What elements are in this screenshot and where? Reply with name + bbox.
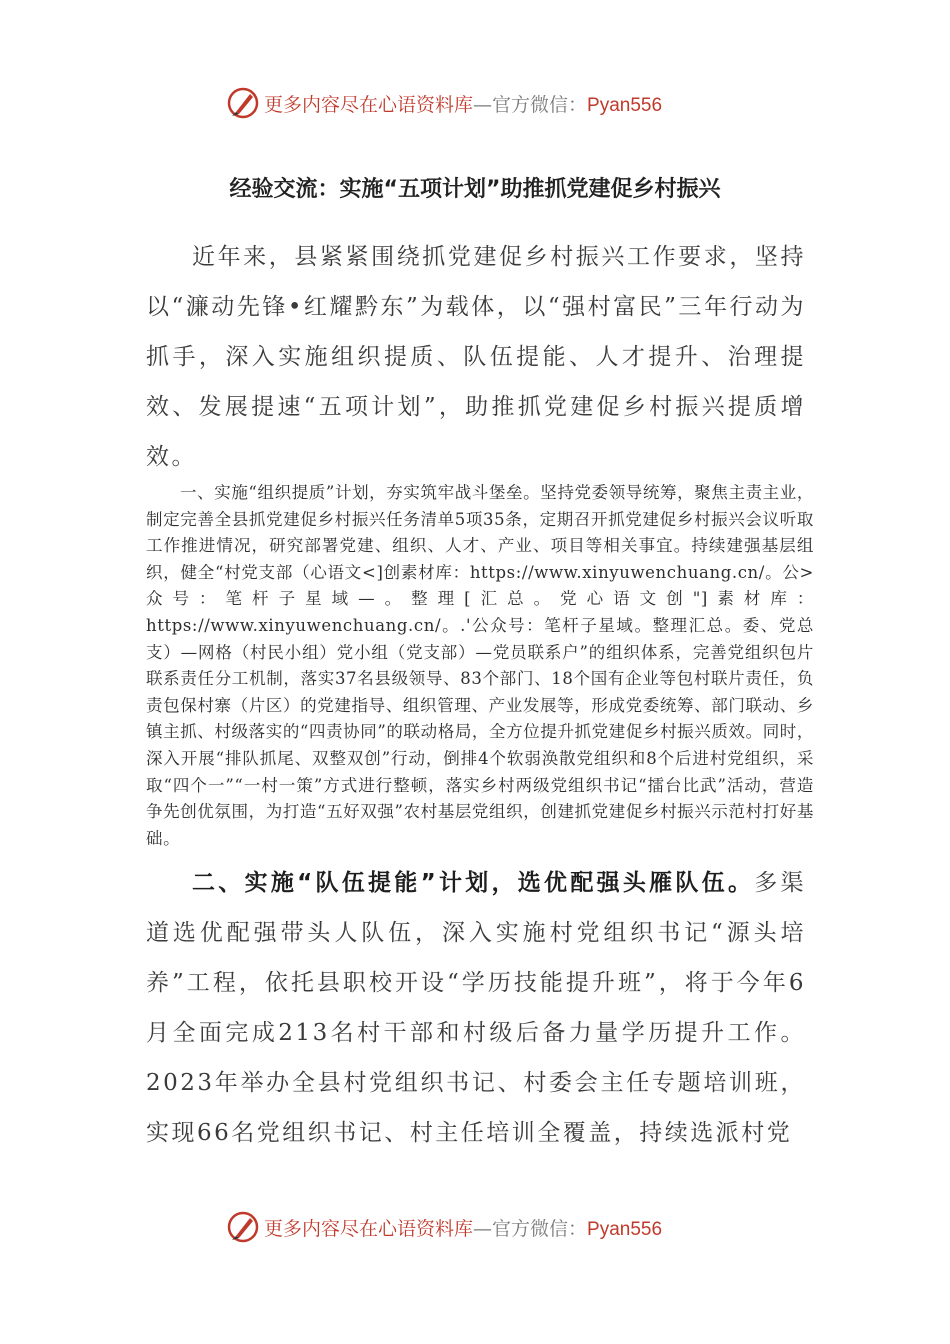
watermark-banner-top bbox=[0, 84, 950, 124]
watermark-banner-bottom bbox=[0, 1208, 950, 1248]
section-2-body: 多渠道选优配强带头人队伍，深入实施村党组织书记“源头培养”工程，依托县职校开设“学历技能提升班”，将于今年6月全面完成213名村干部和村级后备力量学历提升工作。2023年举办全县村党组织书记、村委会主任专题培训班，实现66名党组织书记、村主任培训全覆盖，持续选派村党 bbox=[146, 870, 807, 1146]
pen-logo-icon bbox=[226, 1210, 260, 1244]
section-2-paragraph bbox=[146, 858, 806, 1158]
intro-paragraph: 近年来，县紧紧围绕抓党建促乡村振兴工作要求，坚持以“濂动先锋•红耀黔东”为载体，以“强村富民”三年行动为抓手，深入实施组织提质、队伍提能、人才提升、治理提效、发展提速“五项计划”，助推抓党建促乡村振兴提质增效。 bbox=[146, 244, 806, 470]
section-2-heading: 二、实施“队伍提能”计划，选优配强头雁队伍。 bbox=[192, 870, 755, 896]
pen-logo-icon bbox=[226, 86, 260, 120]
watermark-text: 更多内容尽在心语资料库—官方微信：Pyan556 bbox=[264, 94, 663, 116]
section-1-paragraph: 一、实施“组织提质”计划，夯实筑牢战斗堡垒。坚持党委领导统筹，聚焦主责主业，制定完善全县抓党建促乡村振兴任务清单5项35条，定期召开抓党建促乡村振兴会议听取工作推进情况，研究部署党建、组织、人才、产业、项目等相关事宜。持续建强基层组织，健全“村党支部（心语文<]创素材库：https://www.xinyuwenchuang.cn/。公>众号：笔杆子星域—。整理[汇总。党心语文创"]素材库：https://www.xinyuwenchuang.cn/。.'公众号：笔杆子星域。整理汇总。委、党总支）—网格（村民小组）党小组（党支部）—党员联系户”的组织体系，完善党组织包片联系责任分工机制，落实37名县级领导、83个部门、18个国有企业等包村联片责任，负责包保村寨（片区）的党建指导、组织管理、产业发展等，形成党委统筹、部门联动、乡镇主抓、村级落实的“四责协同”的联动格局，全方位提升抓党建促乡村振兴质效。同时，深入开展“排队抓尾、双整双创”行动，倒排4个软弱涣散党组织和8个后进村党组织，采取“四个一”“一村一策”方式进行整顿，落实乡村两级党组织书记“擂台比武”活动，营造争先创优氛围，为打造“五好双强”农村基层党组织，创建抓党建促乡村振兴示范村打好基础。 bbox=[146, 483, 814, 848]
document-title: 经验交流：实施“五项计划”助推抓党建促乡村振兴 bbox=[229, 177, 721, 202]
watermark-text: 更多内容尽在心语资料库—官方微信：Pyan556 bbox=[264, 1218, 663, 1240]
